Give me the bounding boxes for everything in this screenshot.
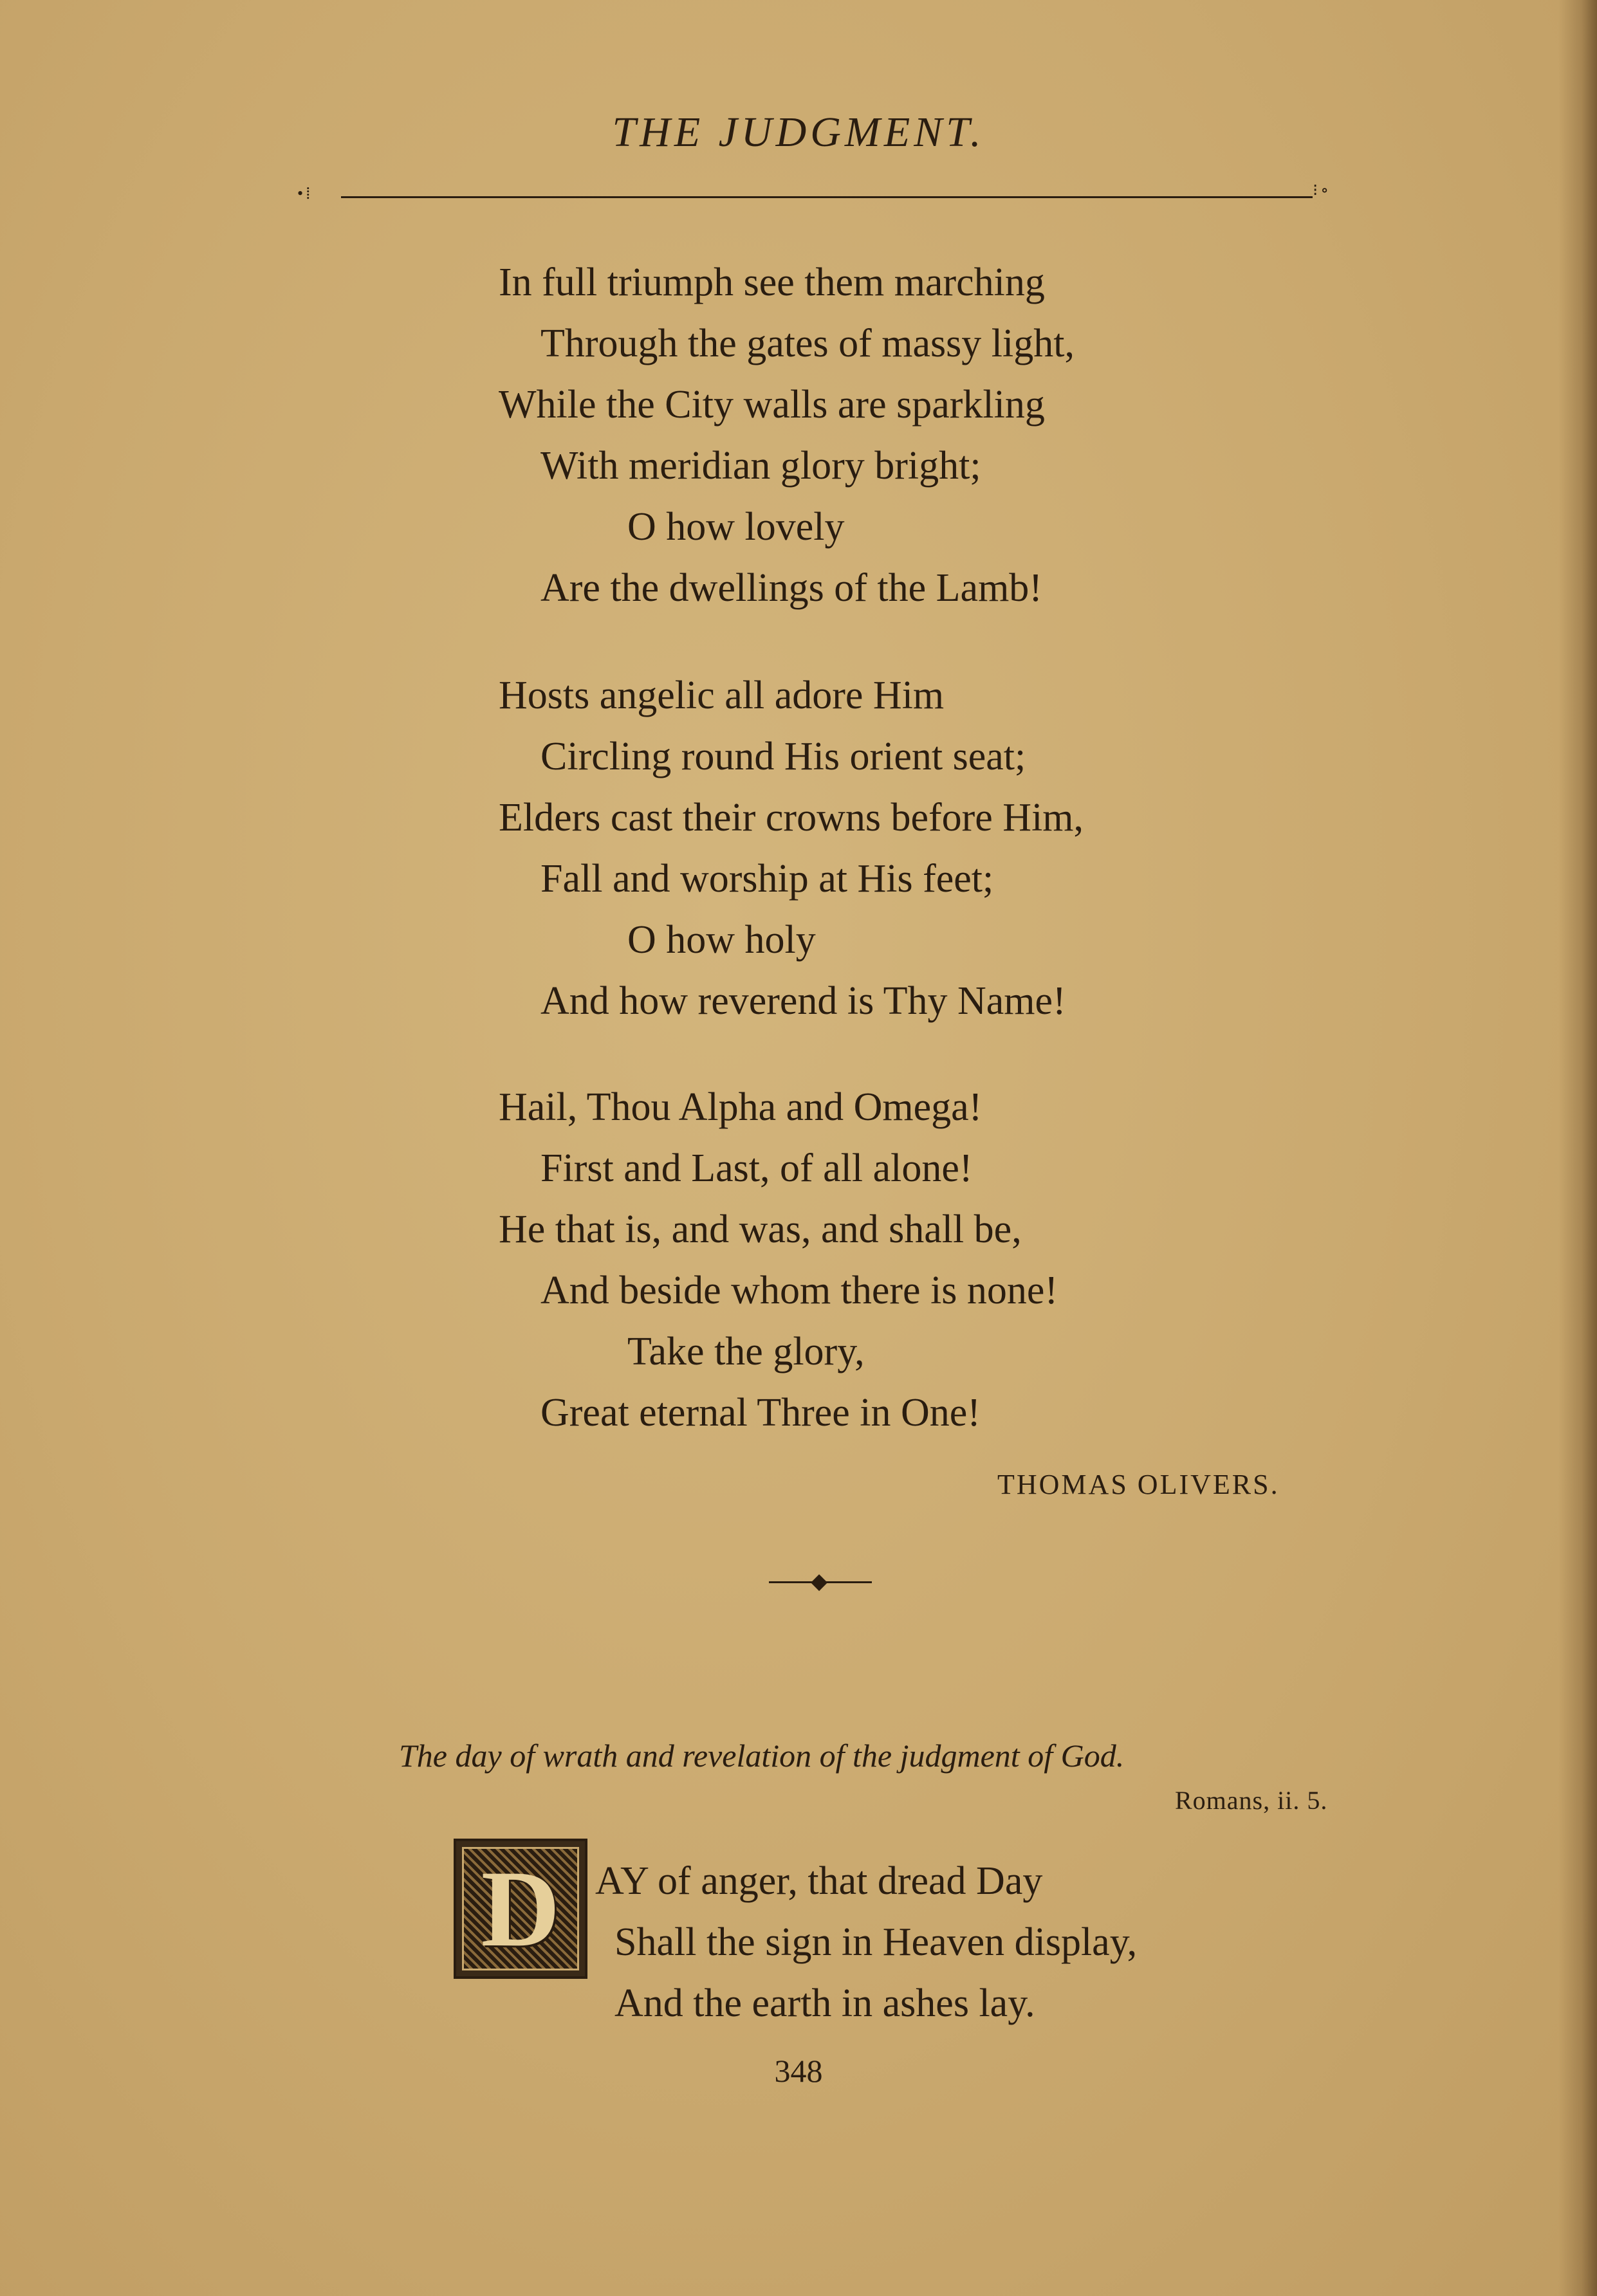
poem-line: Fall and worship at His feet;	[540, 857, 994, 901]
poem-line: And beside whom there is none!	[540, 1269, 1058, 1312]
poem-line: Hail, Thou Alpha and Omega!	[499, 1085, 983, 1129]
poem-line: Elders cast their crowns before Him,	[499, 796, 1084, 840]
poem-line: Shall the sign in Heaven display,	[614, 1920, 1138, 1964]
poem-line: Hosts angelic all adore Him	[499, 674, 945, 717]
running-head: THE JUDGMENT.	[612, 109, 985, 156]
poem-line: Take the glory,	[627, 1330, 865, 1373]
page-edge-shadow	[1558, 0, 1597, 2296]
page-number: 348	[774, 2053, 823, 2089]
drop-cap	[454, 1839, 587, 1979]
author-attribution: THOMAS OLIVERS.	[997, 1469, 1280, 1500]
poem-line: Through the gates of massy light,	[540, 322, 1075, 365]
poem-line: Circling round His orient seat;	[540, 735, 1026, 778]
diamond-ornament-icon: ◆	[811, 1570, 828, 1593]
ornament-right-icon: ⁝∘	[1313, 181, 1332, 199]
poem-line: In full triumph see them marching	[499, 261, 1045, 304]
poem-line: O how holy	[627, 918, 816, 962]
poem-line: Are the dwellings of the Lamb!	[540, 566, 1042, 610]
poem-line: He that is, and was, and shall be,	[499, 1208, 1022, 1251]
poem-line: Great eternal Three in One!	[540, 1391, 981, 1435]
drop-cap-letter: D	[481, 1848, 560, 1969]
drop-cap-ornament	[462, 1847, 579, 1970]
poem-line: AY of anger, that dread Day	[595, 1859, 1043, 1903]
epigraph: The day of wrath and revelation of the judgment of God.	[399, 1738, 1125, 1774]
poem-line: With meridian glory bright;	[540, 444, 981, 488]
poem-line: And how reverend is Thy Name!	[540, 979, 1066, 1023]
ornament-left-icon: •⁞	[297, 184, 313, 203]
poem-line: First and Last, of all alone!	[540, 1146, 973, 1190]
poem-line: And the earth in ashes lay.	[614, 1981, 1035, 2025]
epigraph-citation: Romans, ii. 5.	[1175, 1786, 1328, 1815]
poem-line: O how lovely	[627, 505, 845, 549]
poem-line: While the City walls are sparkling	[499, 383, 1045, 427]
header-rule	[341, 196, 1313, 198]
